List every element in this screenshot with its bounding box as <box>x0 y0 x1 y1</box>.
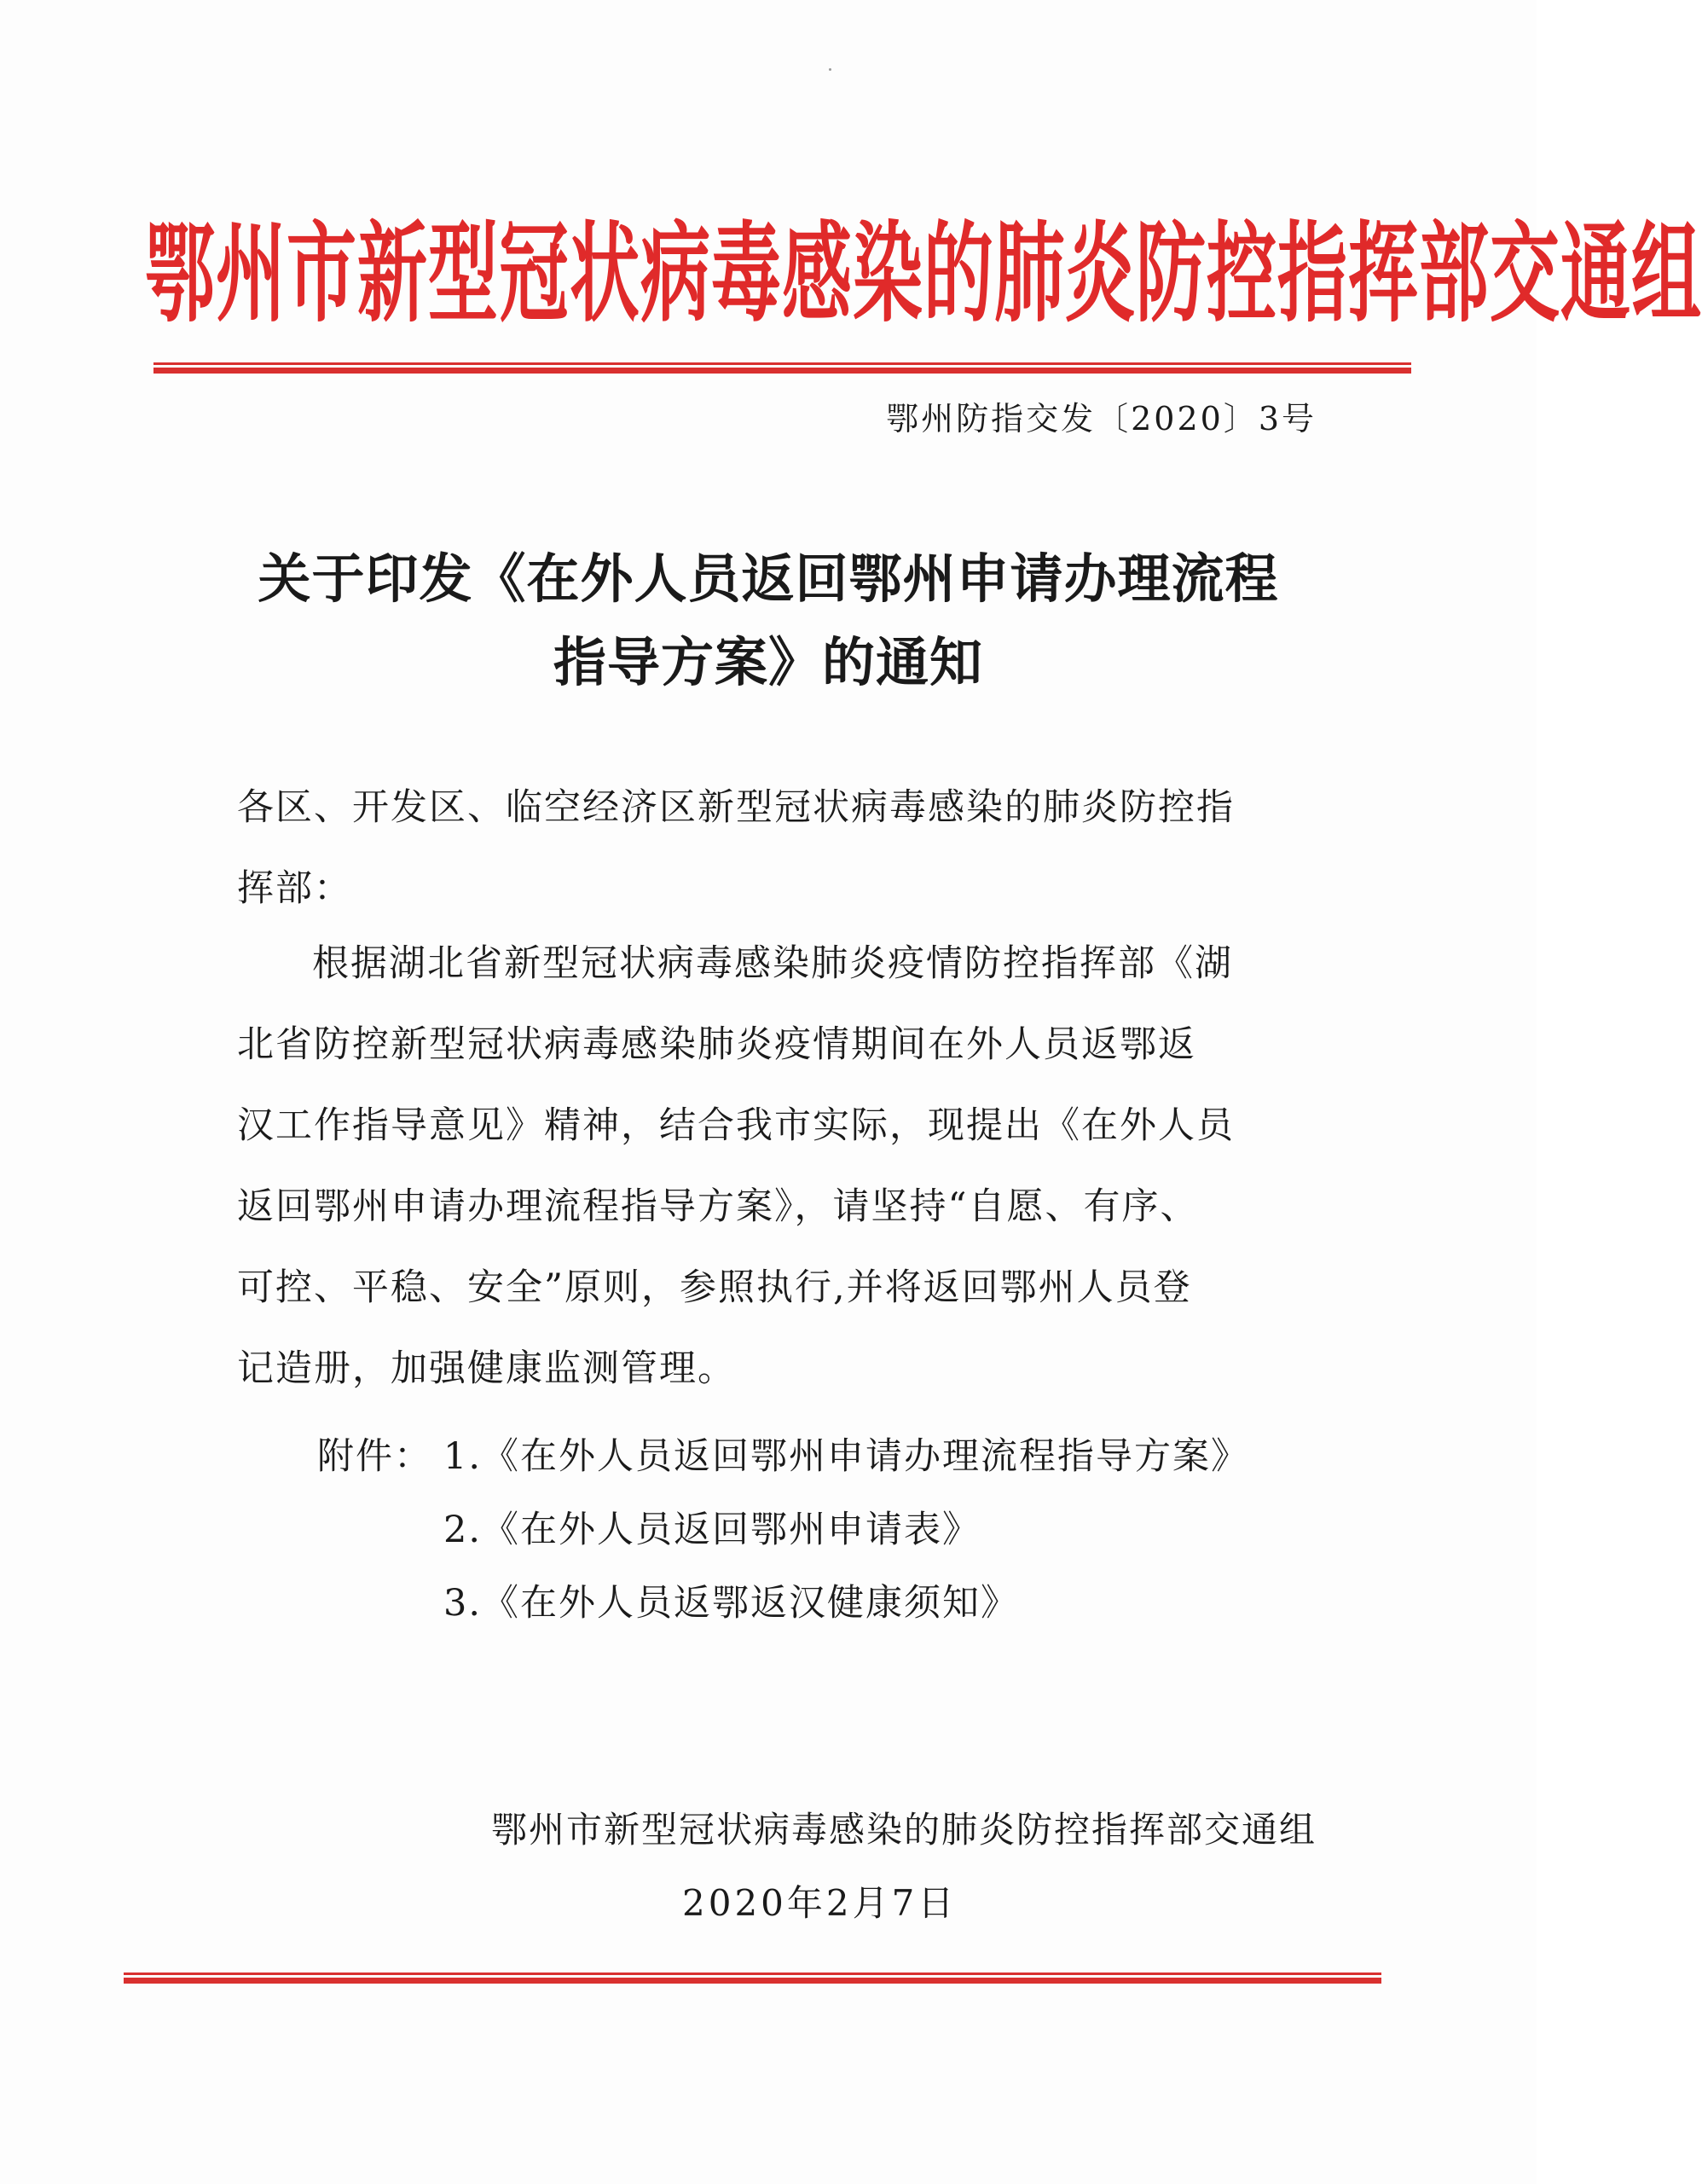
header-red-rule <box>153 362 1411 373</box>
body-paragraph <box>237 924 1320 1410</box>
signature-org: 鄂州市新型冠状病毒感染的肺炎防控指挥部交通组 <box>490 1809 1317 1851</box>
attachments-label: 附件： <box>317 1435 432 1478</box>
document-number: 鄂州防指交发〔2020〕3号 <box>886 400 1317 437</box>
document-title-line-1: 关于印发《在外人员返回鄂州申请办理流程 <box>258 547 1279 610</box>
footer-red-rule <box>124 1973 1381 1983</box>
attachment-row-1 <box>317 1420 1249 1493</box>
body-line-4: 返回鄂州申请办理流程指导方案》，请坚持“自愿、有序、 <box>237 1185 1199 1228</box>
body-line-6: 记造册，加强健康监测管理。 <box>237 1347 736 1390</box>
attachments-list <box>317 1420 1249 1640</box>
attachment-item: 3.《在外人员返鄂返汉健康须知》 <box>443 1582 1020 1625</box>
attachment-row-3 <box>317 1567 1249 1640</box>
header-rule-thick-line <box>153 368 1411 374</box>
attachments-label-spacer <box>317 1493 443 1567</box>
salutation <box>237 768 1320 930</box>
attachment-item: 2.《在外人员返回鄂州申请表》 <box>443 1509 981 1551</box>
document-title <box>119 537 1417 704</box>
attachment-item: 1.《在外人员返回鄂州申请办理流程指导方案》 <box>443 1435 1250 1478</box>
body-line-2: 北省防控新型冠状病毒感染肺炎疫情期间在外人员返鄂返 <box>237 1023 1196 1066</box>
header-rule-thin-line <box>153 362 1411 365</box>
footer-rule-thick-line <box>124 1978 1381 1984</box>
body-line-3: 汉工作指导意见》精神，结合我市实际，现提出《在外人员 <box>237 1104 1235 1147</box>
document-title-line-2: 指导方案》的通知 <box>553 631 983 693</box>
red-header-org-title: 鄂州市新型冠状病毒感染的肺炎防控指挥部交通组 <box>145 211 1702 338</box>
footer-rule-thin-line <box>124 1973 1381 1975</box>
body-line-1: 根据湖北省新型冠状病毒感染肺炎疫情防控指挥部《湖 <box>312 942 1233 985</box>
signature-date: 2020年2月7日 <box>682 1882 958 1924</box>
attachment-row-2 <box>317 1493 1249 1567</box>
salutation-line-1: 各区、开发区、临空经济区新型冠状病毒感染的肺炎防控指 <box>237 786 1235 829</box>
body-line-5: 可控、平稳、安全”原则，参照执行,并将返回鄂州人员登 <box>237 1266 1192 1309</box>
attachments-label-spacer <box>317 1567 443 1640</box>
salutation-line-2: 挥部： <box>237 867 352 910</box>
scan-speck <box>829 68 831 71</box>
